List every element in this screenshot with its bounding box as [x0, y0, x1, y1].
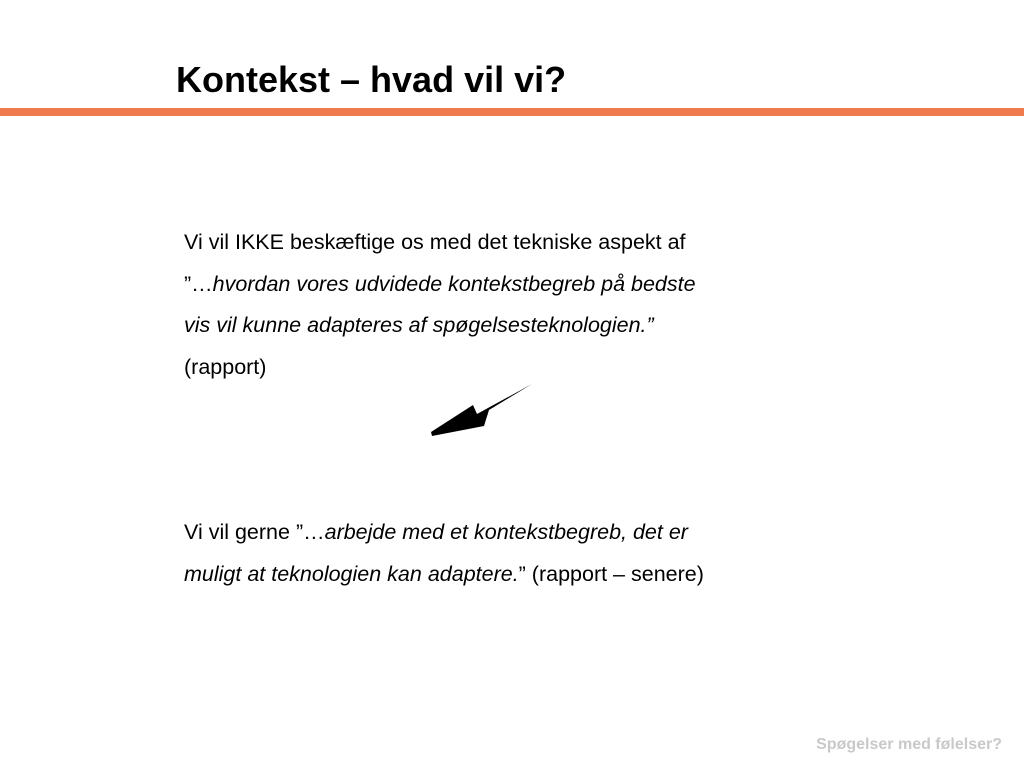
quote-prefix: Vi vil gerne ”…	[184, 520, 325, 544]
quote-suffix: ” (rapport – senere)	[518, 561, 704, 586]
title-underline-bar	[0, 108, 1024, 116]
paragraph-wanted	[184, 512, 704, 595]
paragraph-line	[184, 554, 704, 596]
slide-title: Kontekst – hvad vil vi?	[176, 59, 567, 100]
quote-text: arbejde med et kontekstbegreb, det er	[324, 520, 688, 544]
paragraph-not-wanted	[184, 222, 696, 388]
quote-text: hvordan vores udvidede kontekstbegreb på bedste	[212, 271, 696, 296]
paragraph-line	[184, 264, 696, 306]
footer-text: Spøgelser med følelser?	[816, 736, 1002, 753]
source-label: (rapport)	[184, 354, 267, 379]
paragraph-line: Vi vil IKKE beskæftige os med det tekniske aspekt af	[184, 230, 686, 254]
paragraph-line	[184, 512, 704, 554]
quote-text: vis vil kunne adapteres af spøgelsesteknologien.”	[184, 313, 654, 337]
quote-prefix: ”…	[184, 271, 213, 296]
lightning-bolt-icon	[429, 383, 535, 437]
quote-text: muligt at teknologien kan adaptere.	[184, 561, 519, 586]
